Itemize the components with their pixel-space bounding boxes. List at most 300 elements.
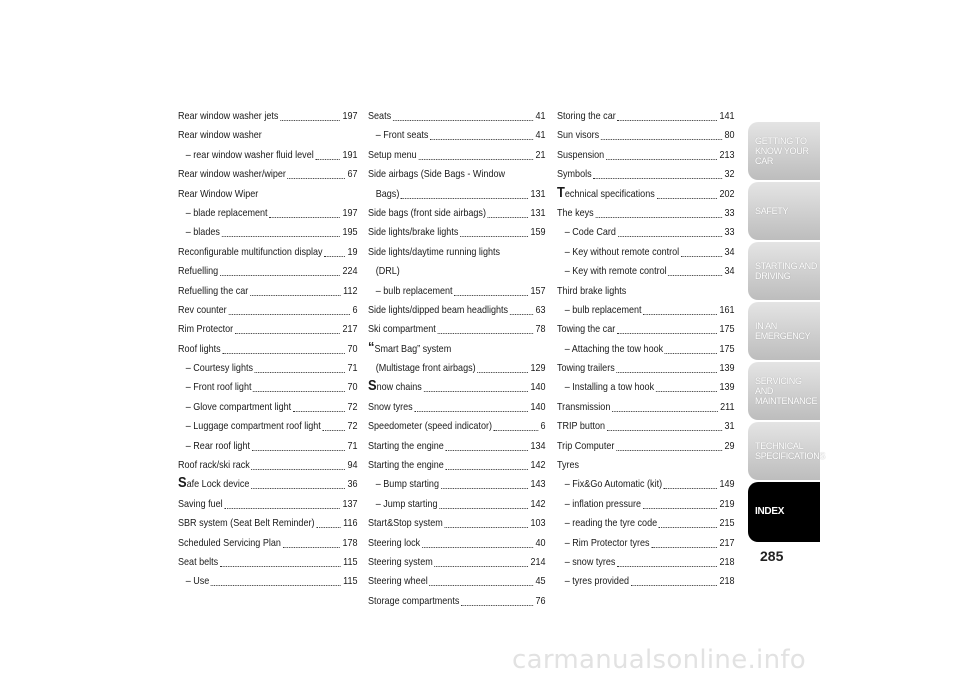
entry-text [557, 304, 642, 317]
index-entry [368, 459, 546, 472]
entry-page-number: 140 [530, 381, 546, 394]
entry-page-number: 129 [530, 362, 546, 375]
tab-getting-to-know-your-car[interactable] [748, 122, 820, 180]
entry-page-number: 217 [719, 536, 735, 549]
entry-text [557, 149, 604, 162]
dot-leader [606, 158, 717, 160]
index-entry [557, 323, 735, 336]
dot-leader [444, 526, 527, 528]
entry-text [368, 537, 420, 550]
drop-letter: “ [368, 338, 375, 356]
entry-text [557, 478, 662, 491]
entry-page-number: 33 [724, 206, 735, 219]
index-column-2 [368, 110, 546, 614]
entry-page-number: 32 [724, 168, 735, 181]
dot-leader [222, 235, 340, 237]
entry-text [368, 440, 444, 453]
index-entry [557, 440, 735, 453]
tab-starting-and-driving[interactable] [748, 242, 820, 300]
entry-text [557, 110, 616, 123]
entry-page-number: 70 [347, 342, 358, 355]
dot-leader [681, 255, 722, 257]
entry-label: – Rear roof light [185, 439, 250, 452]
index-entry [557, 304, 735, 317]
entry-text [557, 575, 629, 588]
entry-page-number: 191 [342, 148, 358, 161]
drop-letter: T [557, 183, 565, 201]
index-entry [557, 168, 735, 181]
index-entry [368, 188, 546, 201]
entry-label: – bulb replacement [375, 284, 453, 297]
index-entry [178, 110, 358, 123]
index-entry [557, 129, 735, 142]
index-entry [557, 265, 735, 278]
dot-leader [253, 390, 345, 392]
dot-leader [651, 546, 717, 548]
entry-page-number: 78 [535, 323, 546, 336]
entry-text [368, 338, 452, 356]
entry-label: Rev counter [178, 303, 227, 316]
dot-leader [454, 294, 528, 296]
dot-leader [401, 197, 528, 199]
entry-label: – snow tyres [564, 555, 616, 568]
entry-label: – Glove compartment light [185, 400, 292, 413]
dot-leader [461, 604, 533, 606]
entry-page-number: 80 [724, 129, 735, 142]
index-entry [368, 207, 546, 220]
index-entry [368, 498, 546, 511]
index-entry [178, 304, 358, 317]
dot-leader [617, 565, 717, 567]
entry-page-number: 6 [540, 420, 546, 433]
index-entry [557, 343, 735, 356]
index-entry [557, 207, 735, 220]
dot-leader [422, 546, 533, 548]
dot-leader [617, 119, 716, 121]
dot-leader [211, 584, 341, 586]
entry-text [557, 381, 654, 394]
index-entry [557, 401, 735, 414]
index-entry [178, 265, 358, 278]
entry-page-number: 131 [530, 187, 546, 200]
entry-label: – Key without remote control [564, 245, 680, 258]
index-entry [368, 362, 546, 375]
entry-label: Side bags (front side airbags) [368, 206, 486, 219]
entry-text [178, 537, 281, 550]
index-entry [178, 323, 358, 336]
entry-text [368, 595, 459, 608]
dot-leader [668, 274, 722, 276]
dot-leader [255, 371, 345, 373]
index-entry [557, 285, 735, 298]
index-entry [368, 265, 546, 278]
entry-text [557, 362, 615, 375]
dot-leader [288, 177, 345, 179]
page-number: 285 [760, 548, 784, 564]
index-entry [557, 246, 735, 259]
index-entry [178, 129, 358, 142]
entry-label: Saving fuel [178, 497, 223, 510]
entry-page-number: 218 [719, 555, 735, 568]
dot-leader [643, 313, 717, 315]
index-entry [557, 517, 735, 530]
entry-text [178, 149, 314, 162]
entry-label: Storage compartments [368, 594, 460, 607]
dot-leader [393, 119, 533, 121]
index-entry [178, 420, 358, 433]
entry-label: – bulb replacement [564, 303, 642, 316]
dot-leader [224, 507, 340, 509]
entry-page-number: 217 [342, 323, 358, 336]
dot-leader [437, 332, 532, 334]
entry-text [368, 149, 417, 162]
index-entry [557, 183, 735, 201]
index-entry [368, 401, 546, 414]
entry-label: Smart Bag” system [374, 342, 452, 355]
index-entry [178, 285, 358, 298]
dot-leader [510, 313, 533, 315]
entry-label: Speedometer (speed indicator) [368, 420, 492, 433]
entry-text [178, 362, 253, 375]
index-entry [178, 556, 358, 569]
entry-text [368, 129, 428, 142]
entry-text [368, 246, 500, 259]
dot-leader [659, 526, 717, 528]
entry-page-number: 211 [720, 400, 735, 413]
entry-text [178, 168, 286, 181]
dot-leader [593, 177, 722, 179]
entry-text [557, 401, 610, 414]
entry-label: – Installing a tow hook [564, 381, 655, 394]
entry-label: now chains [376, 381, 422, 394]
entry-label: TRIP button [557, 420, 606, 433]
entry-text [557, 207, 594, 220]
entry-page-number: 34 [724, 245, 735, 258]
entry-label: – blade replacement [185, 206, 268, 219]
entry-page-number: 63 [535, 303, 546, 316]
entry-page-number: 202 [719, 187, 735, 200]
index-entry [178, 459, 358, 472]
entry-page-number: 21 [535, 148, 546, 161]
dot-leader [601, 138, 722, 140]
entry-text [178, 420, 321, 433]
index-entry [368, 304, 546, 317]
index-entry [178, 246, 358, 259]
index-entry [368, 440, 546, 453]
entry-label: Tyres [557, 459, 580, 472]
entry-text [178, 207, 268, 220]
entry-text [178, 323, 233, 336]
entry-label: Start&Stop system [368, 517, 443, 530]
entry-text [557, 517, 657, 530]
entry-label: – Rim Protector tyres [564, 536, 650, 549]
entry-page-number: 175 [719, 342, 735, 355]
entry-page-number: 131 [530, 206, 546, 219]
entry-text [557, 343, 663, 356]
entry-text [557, 556, 615, 569]
dot-leader [251, 468, 344, 470]
entry-text [368, 207, 486, 220]
dot-leader [460, 235, 528, 237]
entry-page-number: 215 [719, 517, 735, 530]
entry-label: Setup menu [368, 148, 417, 161]
entry-label: – Courtesy lights [185, 362, 253, 375]
entry-label: – rear window washer fluid level [185, 148, 314, 161]
entry-text [557, 537, 650, 550]
entry-page-number: 71 [347, 439, 358, 452]
index-entry [368, 149, 546, 162]
dot-leader [228, 313, 350, 315]
entry-page-number: 197 [342, 110, 358, 122]
dot-leader [595, 216, 722, 218]
entry-text [178, 285, 248, 298]
tab-label: SERVICING AND MAINTENANCE [755, 376, 818, 406]
entry-page-number: 134 [530, 439, 546, 452]
entry-page-number: 41 [535, 110, 546, 122]
tab-safety[interactable] [748, 182, 820, 240]
entry-label: Refuelling [178, 265, 219, 278]
index-entry [557, 362, 735, 375]
index-entry [557, 556, 735, 569]
entry-text [557, 183, 655, 201]
entry-label: – Fix&Go Automatic (kit) [564, 478, 663, 491]
index-entry [557, 537, 735, 550]
index-entry [368, 575, 546, 588]
entry-text [368, 168, 505, 181]
index-entry [557, 381, 735, 394]
entry-text [368, 323, 436, 336]
entry-text [178, 474, 250, 492]
entry-text [557, 246, 679, 259]
index-entry [557, 226, 735, 239]
entry-text [178, 440, 250, 453]
index-entry [557, 478, 735, 491]
entry-text [178, 575, 209, 588]
tab-technical-specifications[interactable] [748, 422, 826, 480]
index-entry [557, 459, 735, 472]
entry-label: Roof lights [178, 342, 221, 355]
entry-text [178, 381, 251, 394]
entry-label: – tyres provided [564, 575, 629, 588]
index-entry [178, 149, 358, 162]
index-entry [178, 537, 358, 550]
entry-label: Starting the engine [368, 439, 444, 452]
index-entry [368, 285, 546, 298]
index-entry [368, 420, 546, 433]
entry-label: Rear window washer/wiper [178, 168, 286, 181]
dot-leader [441, 487, 528, 489]
index-entry [178, 207, 358, 220]
index-entry [368, 110, 546, 123]
entry-text [368, 420, 492, 433]
entry-label: Roof rack/ski rack [178, 459, 250, 472]
dot-leader [446, 468, 528, 470]
dot-leader [616, 449, 722, 451]
dot-leader [446, 449, 528, 451]
entry-page-number: 197 [342, 206, 358, 219]
entry-page-number: 29 [724, 439, 735, 452]
entry-text [368, 459, 444, 472]
entry-label: – Luggage compartment roof light [185, 420, 321, 433]
index-entry [368, 556, 546, 569]
index-entry [178, 362, 358, 375]
entry-label: Steering system [368, 555, 433, 568]
entry-page-number: 213 [719, 148, 735, 161]
entry-page-number: 31 [724, 420, 735, 433]
entry-page-number: 34 [724, 265, 735, 278]
entry-label: – Key with remote control [564, 265, 667, 278]
entry-text [178, 517, 314, 530]
entry-label: Storing the car [557, 110, 616, 122]
dot-leader [656, 390, 717, 392]
entry-label: Sun visors [557, 129, 600, 142]
entry-page-number: 139 [719, 381, 735, 394]
entry-label: Starting the engine [368, 459, 444, 472]
index-entry [368, 246, 546, 259]
dot-leader [414, 410, 528, 412]
index-entry [368, 226, 546, 239]
entry-label: – Bump starting [375, 478, 439, 491]
entry-page-number: 36 [347, 478, 358, 491]
tab-servicing-and-maintenance[interactable] [748, 362, 820, 420]
entry-text [368, 226, 458, 239]
entry-text [178, 129, 262, 142]
dot-leader [434, 565, 527, 567]
entry-page-number: 161 [719, 303, 735, 316]
dot-leader [283, 546, 340, 548]
tab-index[interactable] [748, 482, 820, 542]
dot-leader [617, 332, 717, 334]
tab-label: TECHNICAL SPECIFICATIONS [755, 441, 826, 461]
entry-text [368, 517, 443, 530]
entry-page-number: 41 [535, 129, 546, 142]
index-entry [557, 420, 735, 433]
entry-text [368, 304, 508, 317]
dot-leader [477, 371, 528, 373]
entry-label: Seats [368, 110, 392, 122]
entry-label: Ski compartment [368, 323, 436, 336]
entry-page-number: 141 [719, 110, 735, 122]
entry-text [178, 556, 218, 569]
entry-text [178, 498, 223, 511]
entry-label: Transmission [557, 400, 611, 413]
entry-page-number: 71 [347, 362, 358, 375]
entry-label: Suspension [557, 148, 605, 161]
index-entry [178, 575, 358, 588]
dot-leader [631, 584, 717, 586]
entry-label: – Front roof light [185, 381, 252, 394]
dot-leader [607, 429, 722, 431]
entry-label: Rear Window Wiper [178, 187, 259, 200]
index-entry [368, 595, 546, 608]
dot-leader [643, 507, 717, 509]
dot-leader [316, 526, 340, 528]
entry-page-number: 112 [343, 284, 358, 297]
entry-page-number: 139 [719, 362, 735, 375]
section-tabs [748, 122, 826, 544]
entry-text [368, 265, 400, 278]
dot-leader [488, 216, 528, 218]
watermark: carmanualsonline.info [512, 645, 807, 675]
entry-page-number: 142 [530, 459, 546, 472]
entry-label: (Multistage front airbags) [375, 362, 476, 375]
entry-text [178, 304, 227, 317]
entry-label: Side lights/daytime running lights [368, 245, 501, 258]
entry-text [368, 498, 437, 511]
entry-label: Scheduled Servicing Plan [178, 536, 281, 549]
entry-label: Trip Computer [557, 439, 615, 452]
dot-leader [235, 332, 340, 334]
entry-text [368, 285, 453, 298]
index-entry [557, 110, 735, 123]
entry-label: – Use [185, 575, 210, 588]
entry-label: Side lights/dipped beam headlights [368, 303, 509, 316]
dot-leader [280, 119, 340, 121]
entry-page-number: 70 [347, 381, 358, 394]
entry-label: – inflation pressure [564, 497, 642, 510]
index-column-3 [557, 110, 735, 595]
index-column-1 [178, 110, 358, 595]
dot-leader [250, 294, 341, 296]
index-entry [368, 129, 546, 142]
dot-leader [324, 255, 345, 257]
entry-page-number: 149 [719, 478, 735, 491]
entry-page-number: 159 [530, 226, 546, 239]
entry-text [368, 188, 399, 201]
entry-label: Rim Protector [178, 323, 234, 336]
entry-page-number: 116 [343, 517, 358, 530]
entry-label: Side airbags (Side Bags - Window [368, 168, 506, 181]
entry-page-number: 94 [347, 459, 358, 472]
entry-label: Symbols [557, 168, 592, 181]
entry-text [557, 168, 592, 181]
entry-text [368, 401, 413, 414]
tab-in-an-emergency[interactable] [748, 302, 820, 360]
dot-leader [220, 274, 340, 276]
dot-leader [251, 487, 345, 489]
index-entry [178, 381, 358, 394]
entry-text [557, 285, 626, 298]
entry-text [178, 226, 220, 239]
index-entry [178, 440, 358, 453]
index-entry [557, 498, 735, 511]
entry-text [557, 226, 616, 239]
entry-page-number: 178 [342, 536, 358, 549]
index-entry [178, 474, 358, 492]
index-entry [178, 168, 358, 181]
entry-label: afe Lock device [186, 478, 250, 491]
entry-text [368, 556, 433, 569]
entry-label: The keys [557, 206, 594, 219]
entry-label: Towing trailers [557, 362, 615, 375]
index-entry [178, 343, 358, 356]
tab-label: STARTING AND DRIVING [755, 261, 818, 281]
dot-leader [616, 371, 716, 373]
entry-label: Towing the car [557, 323, 616, 336]
entry-text [557, 129, 599, 142]
dot-leader [429, 584, 532, 586]
index-entry [368, 168, 546, 181]
tab-label: IN AN EMERGENCY [755, 321, 811, 341]
entry-page-number: 175 [719, 323, 735, 336]
entry-label: SBR system (Seat Belt Reminder) [178, 517, 315, 530]
index-entry [178, 498, 358, 511]
entry-page-number: 67 [347, 168, 358, 181]
entry-page-number: 140 [530, 400, 546, 413]
entry-page-number: 142 [530, 497, 546, 510]
entry-page-number: 33 [724, 226, 735, 239]
dot-leader [494, 429, 538, 431]
